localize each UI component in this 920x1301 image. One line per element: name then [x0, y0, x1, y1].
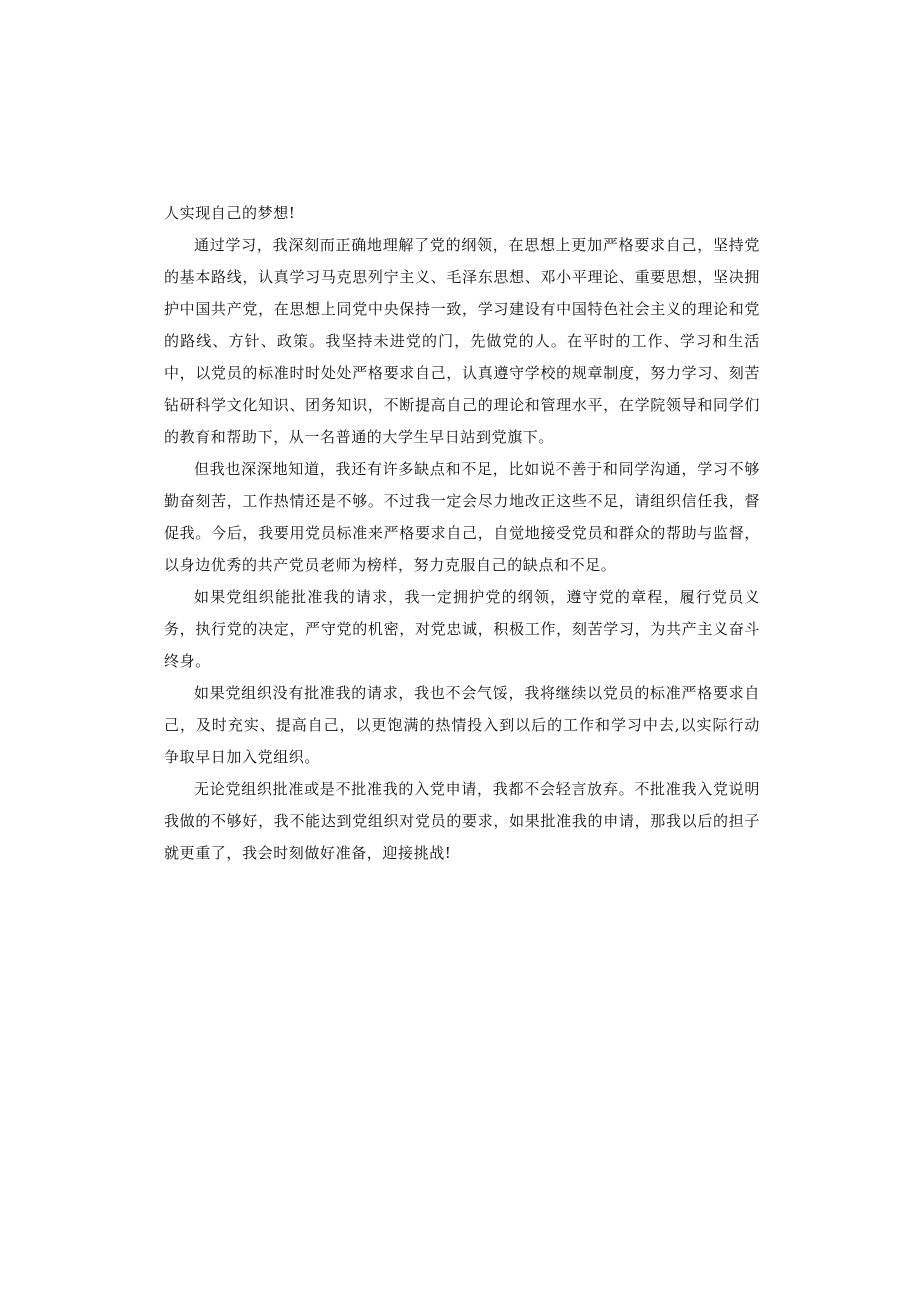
paragraph-1: 人实现自己的梦想!	[164, 204, 296, 222]
paragraph-3: 但我也深深地知道，我还有许多缺点和不足，比如说不善于和同学沟通，学习不够勤奋刻苦，工作热情还是不够。不过我一定会尽力地改正这些不足，请组织信任我，督促我。今后，我要用党员标准来严格要求自己，自觉地接受党员和群众的帮助与监督，以身边优秀的共产党员老师为榜样，努力克服自己的缺点和不足。	[164, 460, 760, 574]
paragraph-6: 无论党组织批准或是不批准我的入党申请，我都不会轻言放弃。不批准我入党说明我做的不够好，我不能达到党组织对党员的要求，如果批准我的申请，那我以后的担子就更重了，我会时刻做好准备，迎接挑战!	[164, 780, 760, 862]
paragraph-4: 如果党组织能批准我的请求，我一定拥护党的纲领，遵守党的章程，履行党员义务，执行党的决定，严守党的机密，对党忠诚，积极工作，刻苦学习，为共产主义奋斗终身。	[164, 588, 760, 670]
document-body	[164, 197, 760, 869]
paragraph-5: 如果党组织没有批准我的请求，我也不会气馁，我将继续以党员的标准严格要求自己，及时充实、提高自己，以更饱满的热情投入到以后的工作和学习中去,以实际行动争取早日加入党组织。	[164, 684, 760, 766]
paragraph-2: 通过学习，我深刻而正确地理解了党的纲领，在思想上更加严格要求自己，坚持党的基本路线，认真学习马克思列宁主义、毛泽东思想、邓小平理论、重要思想，坚决拥护中国共产党，在思想上同党中央保持一致，学习建设有中国特色社会主义的理论和党的路线、方针、政策。我坚持未进党的门，先做党的人。在平时的工作、学习和生活中，以党员的标准时时处处严格要求自己，认真遵守学校的规章制度，努力学习、刻苦钻研科学文化知识、团务知识，不断提高自己的理论和管理水平，在学院领导和同学们的教育和帮助下，从一名普通的大学生早日站到党旗下。	[164, 236, 760, 446]
